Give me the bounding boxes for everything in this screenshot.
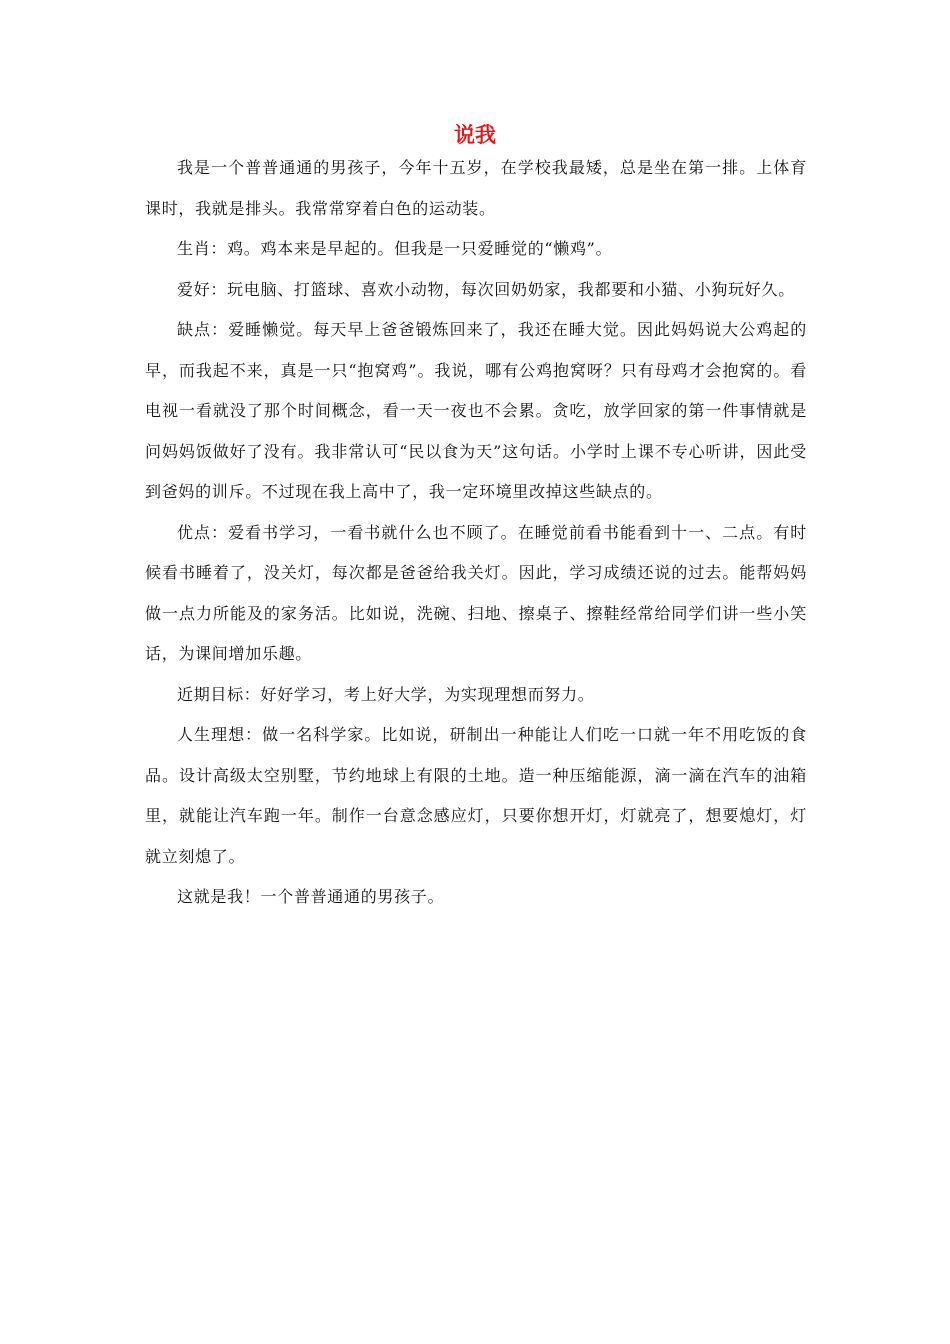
paragraph-conclusion: 这就是我！一个普普通通的男孩子。 xyxy=(177,887,445,906)
paragraph-shortcomings: 缺点：爱睡懒觉。每天早上爸爸锻炼回来了，我还在睡大觉。因此妈妈说大公鸡起的早，而我起不来，真是一只“抱窝鸡”。我说，哪有公鸡抱窝呀？只有母鸡才会抱窝的。看电视一看就没了那个时间概念，看一天一夜也不会累。贪吃，放学回家的第一件事情就是问妈妈饭做好了没有。我非常认可“民以食为天”这句话。小学时上课不专心听讲，因此受到爸妈的训斥。不过现在我上高中了，我一定环境里改掉这些缺点的。 xyxy=(145,320,807,501)
paragraph-zodiac: 生肖：鸡。鸡本来是早起的。但我是一只爱睡觉的“懒鸡”。 xyxy=(177,239,613,258)
paragraph-intro: 我是一个普普通通的男孩子，今年十五岁，在学校我最矮，总是坐在第一排。上体育课时，我就是排头。我常常穿着白色的运动装。 xyxy=(145,158,807,218)
document-body xyxy=(145,148,807,918)
paragraph-life-ideal: 人生理想：做一名科学家。比如说，研制出一种能让人们吃一口就一年不用吃饭的食品。设计高级太空别墅，节约地球上有限的土地。造一种压缩能源，滴一滴在汽车的油箱里，就能让汽车跑一年。制作一台意念感应灯，只要你想开灯，灯就亮了，想要熄灯，灯就立刻熄了。 xyxy=(145,725,807,866)
paragraph-near-term-goal: 近期目标：好好学习，考上好大学，为实现理想而努力。 xyxy=(177,684,595,704)
paragraph-strengths: 优点：爱看书学习，一看书就什么也不顾了。在睡觉前看书能看到十一、二点。有时候看书睡着了，没关灯，每次都是爸爸给我关灯。因此，学习成绩还说的过去。能帮妈妈做一点力所能及的家务活。比如说，洗碗、扫地、擦桌子、擦鞋经常给同学们讲一些小笑话，为课间增加乐趣。 xyxy=(145,522,807,663)
document-title: 说我 xyxy=(454,123,496,147)
paragraph-hobbies: 爱好：玩电脑、打篮球、喜欢小动物，每次回奶奶家，我都要和小猫、小狗玩好久。 xyxy=(177,279,795,299)
